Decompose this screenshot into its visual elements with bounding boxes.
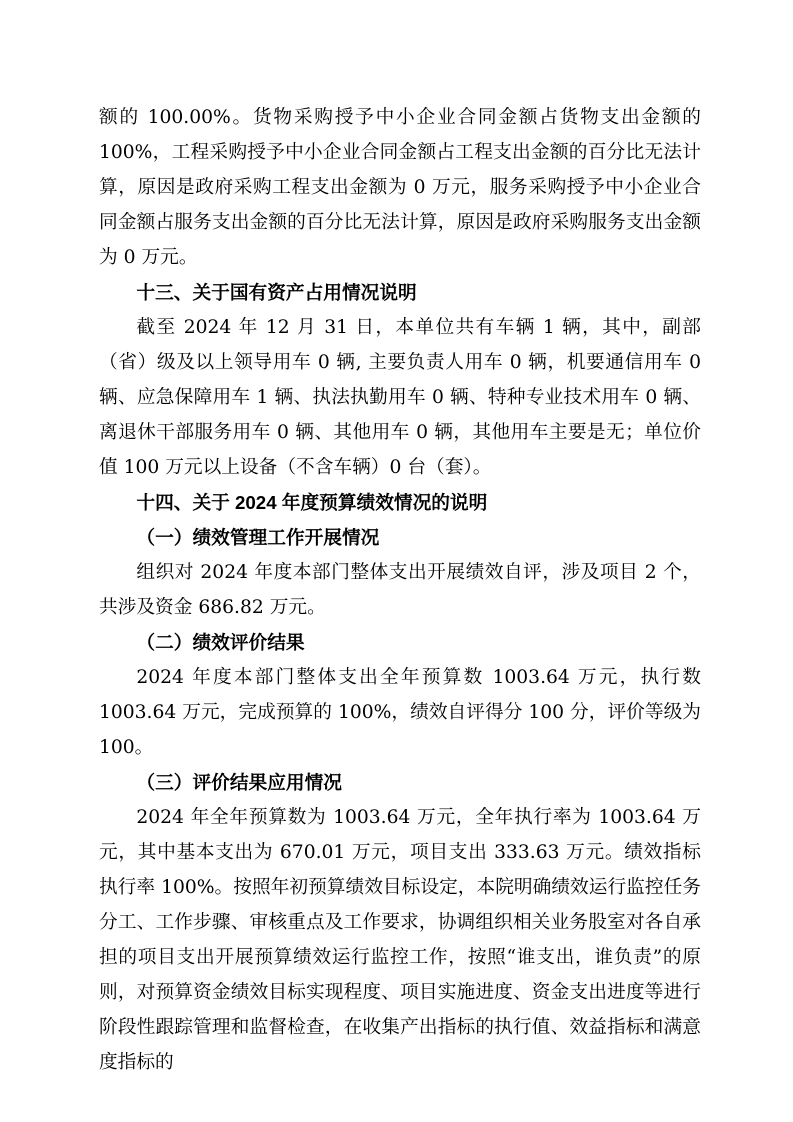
subheading-1-performance-management: （一）绩效管理工作开展情况 [136, 527, 380, 548]
paragraph-state-asset-vehicles: 截至 2024 年 12 月 31 日，本单位共有车辆 1 辆，其中，副部（省）级及以上领导用车 0 辆, 主要负责人用车 0 辆，机要通信用车 0 辆、应急保障用车 1 辆、执法执勤用车 0 辆、特种专业技术用车 0 辆、离退休干部服务用车 0 辆、其他用车 0 辆，其他用车主要是无；单位价值 100 万元以上设备（不含车辆）0 台（套）。 [99, 317, 701, 478]
paragraph-result-application: 2024 年全年预算数为 1003.64 万元，全年执行率为 1003.64 万元，其中基本支出为 670.01 万元，项目支出 333.63 万元。绩效指标执行率 100%。按照年初预算绩效目标设定，本院明确绩效运行监控任务分工、工作步骤、审核重点及工作要求，协调组织相关业务股室对各自承担的项目支出开展预算绩效运行监控工作，按照“谁支出，谁负责”的原则，对预算资金绩效目标实现程度、项目实施进度、资金支出进度等进行阶段性跟踪管理和监督检查，在收集产出指标的执行值、效益指标和满意度指标的 [99, 807, 701, 1073]
heading-section-14-budget-performance: 十四、关于 2024 年度预算绩效情况的说明 [136, 492, 488, 513]
paragraph-procurement-continued: 额的 100.00%。货物采购授予中小企业合同金额占货物支出金额的 100%，工程采购授予中小企业合同金额占工程支出金额的百分比无法计算，原因是政府采购工程支出金额为 0 万元，服务采购授予中小企业合同金额占服务支出金额的百分比无法计算，原因是政府采购服务支出金额为 0 万元。 [99, 107, 701, 268]
heading-section-13-state-asset-occupancy: 十三、关于国有资产占用情况说明 [136, 282, 417, 303]
paragraph-evaluation-results: 2024 年度本部门整体支出全年预算数 1003.64 万元，执行数 1003.64 万元，完成预算的 100%，绩效自评得分 100 分，评价等级为 100。 [99, 667, 701, 758]
subheading-2-evaluation-results: （二）绩效评价结果 [136, 632, 305, 653]
subheading-3-result-application: （三）评价结果应用情况 [136, 772, 342, 793]
paragraph-performance-self-evaluation: 组织对 2024 年度本部门整体支出开展绩效自评，涉及项目 2 个，共涉及资金 686.82 万元。 [99, 562, 701, 618]
document-content [99, 100, 701, 1080]
